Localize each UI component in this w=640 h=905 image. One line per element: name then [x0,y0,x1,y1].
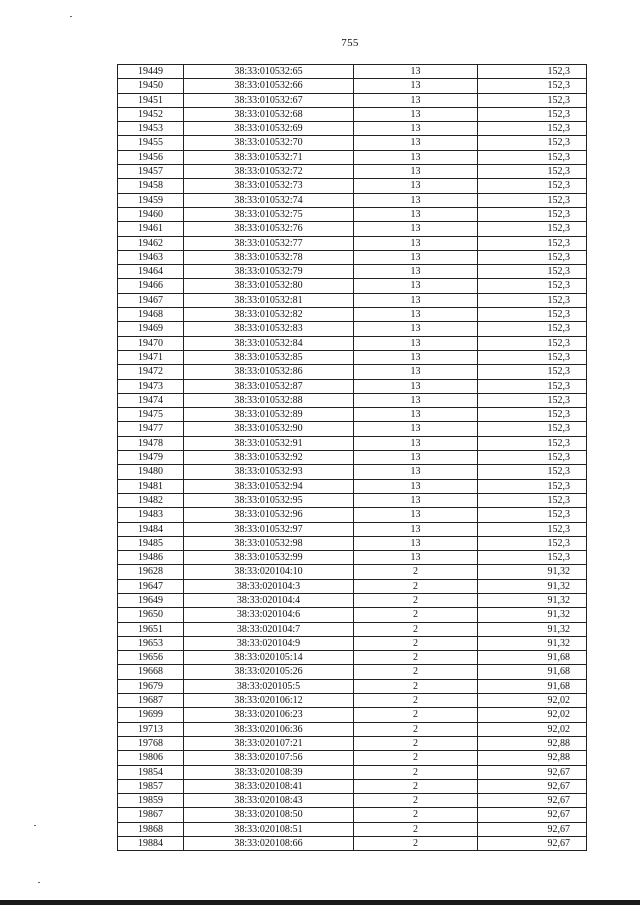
cadastral-number-cell: 38:33:020104:6 [184,608,354,622]
row-number-cell: 19485 [118,536,184,550]
row-number-cell: 19466 [118,279,184,293]
table-row [118,136,587,150]
value-cell: 152,3 [478,236,587,250]
row-number-cell: 19473 [118,379,184,393]
row-number-cell: 19471 [118,350,184,364]
row-number-cell: 19884 [118,837,184,851]
cadastral-number-cell: 38:33:010532:72 [184,165,354,179]
quantity-cell: 13 [354,536,478,550]
row-number-cell: 19456 [118,150,184,164]
table-row [118,193,587,207]
value-cell: 152,3 [478,551,587,565]
value-cell: 152,3 [478,436,587,450]
table-row [118,665,587,679]
cadastral-number-cell: 38:33:010532:76 [184,222,354,236]
row-number-cell: 19687 [118,694,184,708]
row-number-cell: 19450 [118,79,184,93]
table-row [118,565,587,579]
table-row [118,751,587,765]
value-cell: 152,3 [478,265,587,279]
quantity-cell: 13 [354,122,478,136]
table-row [118,279,587,293]
quantity-cell: 2 [354,794,478,808]
quantity-cell: 13 [354,479,478,493]
row-number-cell: 19475 [118,408,184,422]
row-number-cell: 19806 [118,751,184,765]
cadastral-number-cell: 38:33:010532:79 [184,265,354,279]
table-row [118,636,587,650]
quantity-cell: 2 [354,722,478,736]
cadastral-number-cell: 38:33:020108:39 [184,765,354,779]
row-number-cell: 19668 [118,665,184,679]
quantity-cell: 13 [354,136,478,150]
row-number-cell: 19768 [118,736,184,750]
table-row [118,837,587,851]
table-row [118,493,587,507]
table-row [118,508,587,522]
cadastral-number-cell: 38:33:020107:21 [184,736,354,750]
value-cell: 152,3 [478,322,587,336]
table-row [118,250,587,264]
table-row [118,736,587,750]
quantity-cell: 13 [354,293,478,307]
table-row [118,794,587,808]
row-number-cell: 19468 [118,308,184,322]
row-number-cell: 19451 [118,93,184,107]
quantity-cell: 2 [354,694,478,708]
cadastral-number-cell: 38:33:010532:78 [184,250,354,264]
table-row [118,107,587,121]
cadastral-number-cell: 38:33:020105:5 [184,679,354,693]
row-number-cell: 19651 [118,622,184,636]
cadastral-number-cell: 38:33:010532:66 [184,79,354,93]
table-row [118,408,587,422]
row-number-cell: 19482 [118,493,184,507]
value-cell: 152,3 [478,93,587,107]
cadastral-number-cell: 38:33:020108:43 [184,794,354,808]
value-cell: 92,67 [478,808,587,822]
table-row [118,765,587,779]
cadastral-number-cell: 38:33:010532:82 [184,308,354,322]
value-cell: 152,3 [478,122,587,136]
quantity-cell: 13 [354,436,478,450]
quantity-cell: 13 [354,508,478,522]
cadastral-number-cell: 38:33:010532:98 [184,536,354,550]
cadastral-number-cell: 38:33:010532:71 [184,150,354,164]
value-cell: 92,88 [478,736,587,750]
row-number-cell: 19649 [118,593,184,607]
quantity-cell: 13 [354,250,478,264]
table-row [118,308,587,322]
row-number-cell: 19457 [118,165,184,179]
table-row [118,779,587,793]
quantity-cell: 13 [354,465,478,479]
value-cell: 152,3 [478,207,587,221]
cadastral-number-cell: 38:33:010532:97 [184,522,354,536]
quantity-cell: 2 [354,779,478,793]
quantity-cell: 2 [354,708,478,722]
row-number-cell: 19470 [118,336,184,350]
cadastral-number-cell: 38:33:010532:83 [184,322,354,336]
value-cell: 152,3 [478,150,587,164]
row-number-cell: 19857 [118,779,184,793]
scan-speck [38,882,40,883]
value-cell: 152,3 [478,308,587,322]
value-cell: 91,32 [478,579,587,593]
table-row [118,694,587,708]
cadastral-number-cell: 38:33:010532:67 [184,93,354,107]
value-cell: 92,67 [478,837,587,851]
row-number-cell: 19854 [118,765,184,779]
row-number-cell: 19452 [118,107,184,121]
quantity-cell: 2 [354,751,478,765]
cadastral-number-cell: 38:33:010532:84 [184,336,354,350]
scan-speck [70,16,72,17]
table-row [118,808,587,822]
cadastral-number-cell: 38:33:020108:66 [184,837,354,851]
cadastral-number-cell: 38:33:020108:51 [184,822,354,836]
table-row [118,365,587,379]
value-cell: 152,3 [478,508,587,522]
table-row [118,150,587,164]
row-number-cell: 19472 [118,365,184,379]
table-row [118,322,587,336]
cadastral-number-cell: 38:33:010532:87 [184,379,354,393]
row-number-cell: 19486 [118,551,184,565]
row-number-cell: 19469 [118,322,184,336]
table-row [118,379,587,393]
cadastral-number-cell: 38:33:020104:7 [184,622,354,636]
cadastral-number-cell: 38:33:010532:69 [184,122,354,136]
quantity-cell: 13 [354,379,478,393]
row-number-cell: 19650 [118,608,184,622]
table-row [118,479,587,493]
value-cell: 92,67 [478,822,587,836]
quantity-cell: 2 [354,822,478,836]
page-number: 755 [341,37,359,49]
cadastral-number-cell: 38:33:020108:50 [184,808,354,822]
quantity-cell: 2 [354,565,478,579]
row-number-cell: 19679 [118,679,184,693]
quantity-cell: 13 [354,393,478,407]
table-row [118,608,587,622]
quantity-cell: 2 [354,651,478,665]
row-number-cell: 19467 [118,293,184,307]
cadastral-number-cell: 38:33:020105:14 [184,651,354,665]
table-row [118,708,587,722]
quantity-cell: 13 [354,207,478,221]
cadastral-number-cell: 38:33:010532:70 [184,136,354,150]
quantity-cell: 13 [354,551,478,565]
table-row [118,93,587,107]
value-cell: 152,3 [478,250,587,264]
cadastral-number-cell: 38:33:010532:80 [184,279,354,293]
value-cell: 91,32 [478,636,587,650]
row-number-cell: 19458 [118,179,184,193]
quantity-cell: 13 [354,451,478,465]
cadastral-number-cell: 38:33:010532:99 [184,551,354,565]
table-row [118,207,587,221]
table-body [118,65,587,851]
quantity-cell: 13 [354,322,478,336]
quantity-cell: 2 [354,665,478,679]
quantity-cell: 13 [354,150,478,164]
quantity-cell: 13 [354,422,478,436]
table-row [118,65,587,79]
row-number-cell: 19453 [118,122,184,136]
value-cell: 152,3 [478,465,587,479]
value-cell: 92,67 [478,794,587,808]
cadastral-number-cell: 38:33:010532:95 [184,493,354,507]
table-row [118,436,587,450]
table-row [118,651,587,665]
cadastral-number-cell: 38:33:010532:89 [184,408,354,422]
table-row [118,722,587,736]
value-cell: 91,32 [478,593,587,607]
table-row [118,336,587,350]
row-number-cell: 19449 [118,65,184,79]
row-number-cell: 19463 [118,250,184,264]
cadastral-number-cell: 38:33:010532:65 [184,65,354,79]
value-cell: 152,3 [478,422,587,436]
quantity-cell: 13 [354,408,478,422]
cadastral-number-cell: 38:33:010532:93 [184,465,354,479]
quantity-cell: 13 [354,222,478,236]
value-cell: 152,3 [478,350,587,364]
row-number-cell: 19628 [118,565,184,579]
value-cell: 152,3 [478,107,587,121]
cadastral-number-cell: 38:33:010532:81 [184,293,354,307]
quantity-cell: 13 [354,308,478,322]
table-row [118,265,587,279]
value-cell: 152,3 [478,136,587,150]
quantity-cell: 2 [354,837,478,851]
quantity-cell: 2 [354,622,478,636]
table-row [118,622,587,636]
quantity-cell: 13 [354,93,478,107]
cadastral-number-cell: 38:33:010532:92 [184,451,354,465]
value-cell: 91,32 [478,608,587,622]
table-row [118,179,587,193]
cadastral-number-cell: 38:33:020107:56 [184,751,354,765]
table-row [118,350,587,364]
value-cell: 152,3 [478,493,587,507]
value-cell: 91,68 [478,651,587,665]
row-number-cell: 19699 [118,708,184,722]
table-row [118,593,587,607]
cadastral-number-cell: 38:33:010532:96 [184,508,354,522]
quantity-cell: 13 [354,265,478,279]
cadastral-number-cell: 38:33:020108:41 [184,779,354,793]
table-row [118,393,587,407]
value-cell: 152,3 [478,479,587,493]
value-cell: 92,67 [478,779,587,793]
quantity-cell: 2 [354,579,478,593]
row-number-cell: 19867 [118,808,184,822]
value-cell: 92,02 [478,708,587,722]
value-cell: 152,3 [478,336,587,350]
cadastral-number-cell: 38:33:020104:3 [184,579,354,593]
table-row [118,236,587,250]
value-cell: 152,3 [478,536,587,550]
cadastral-number-cell: 38:33:020105:26 [184,665,354,679]
row-number-cell: 19478 [118,436,184,450]
table-row [118,122,587,136]
quantity-cell: 13 [354,493,478,507]
row-number-cell: 19859 [118,794,184,808]
table-row [118,679,587,693]
cadastral-number-cell: 38:33:020104:9 [184,636,354,650]
value-cell: 91,32 [478,622,587,636]
table-row [118,293,587,307]
row-number-cell: 19481 [118,479,184,493]
row-number-cell: 19868 [118,822,184,836]
cadastral-number-cell: 38:33:010532:68 [184,107,354,121]
cadastral-number-cell: 38:33:010532:85 [184,350,354,364]
quantity-cell: 13 [354,107,478,121]
row-number-cell: 19462 [118,236,184,250]
cadastral-number-cell: 38:33:020106:12 [184,694,354,708]
cadastral-number-cell: 38:33:020106:36 [184,722,354,736]
row-number-cell: 19656 [118,651,184,665]
cadastral-number-cell: 38:33:010532:73 [184,179,354,193]
cadastral-number-cell: 38:33:010532:91 [184,436,354,450]
value-cell: 152,3 [478,65,587,79]
value-cell: 92,67 [478,765,587,779]
quantity-cell: 13 [354,165,478,179]
quantity-cell: 13 [354,179,478,193]
table-row [118,822,587,836]
row-number-cell: 19713 [118,722,184,736]
cadastral-number-cell: 38:33:010532:90 [184,422,354,436]
quantity-cell: 13 [354,279,478,293]
table-row [118,536,587,550]
cadastral-number-cell: 38:33:010532:77 [184,236,354,250]
value-cell: 152,3 [478,365,587,379]
value-cell: 152,3 [478,222,587,236]
quantity-cell: 13 [354,79,478,93]
table-row [118,165,587,179]
table-row [118,551,587,565]
scan-edge-bar [0,900,640,905]
value-cell: 152,3 [478,379,587,393]
quantity-cell: 13 [354,365,478,379]
row-number-cell: 19653 [118,636,184,650]
data-table-container [117,64,586,851]
row-number-cell: 19647 [118,579,184,593]
row-number-cell: 19477 [118,422,184,436]
row-number-cell: 19461 [118,222,184,236]
value-cell: 152,3 [478,293,587,307]
value-cell: 92,02 [478,722,587,736]
quantity-cell: 13 [354,65,478,79]
value-cell: 92,88 [478,751,587,765]
quantity-cell: 2 [354,593,478,607]
row-number-cell: 19460 [118,207,184,221]
table-row [118,465,587,479]
quantity-cell: 2 [354,679,478,693]
table-row [118,522,587,536]
value-cell: 152,3 [478,179,587,193]
cadastral-number-cell: 38:33:010532:86 [184,365,354,379]
value-cell: 91,32 [478,565,587,579]
quantity-cell: 2 [354,636,478,650]
table-row [118,579,587,593]
quantity-cell: 2 [354,608,478,622]
row-number-cell: 19480 [118,465,184,479]
cadastral-number-cell: 38:33:010532:75 [184,207,354,221]
row-number-cell: 19479 [118,451,184,465]
value-cell: 152,3 [478,165,587,179]
cadastral-number-cell: 38:33:010532:88 [184,393,354,407]
quantity-cell: 13 [354,336,478,350]
value-cell: 152,3 [478,522,587,536]
quantity-cell: 2 [354,765,478,779]
value-cell: 91,68 [478,679,587,693]
value-cell: 152,3 [478,408,587,422]
value-cell: 91,68 [478,665,587,679]
row-number-cell: 19483 [118,508,184,522]
table-row [118,79,587,93]
row-number-cell: 19455 [118,136,184,150]
table-row [118,451,587,465]
quantity-cell: 13 [354,522,478,536]
table-row [118,222,587,236]
cadastral-number-cell: 38:33:020104:4 [184,593,354,607]
cadastral-number-cell: 38:33:020104:10 [184,565,354,579]
data-table [117,64,587,851]
value-cell: 152,3 [478,451,587,465]
cadastral-number-cell: 38:33:010532:94 [184,479,354,493]
row-number-cell: 19464 [118,265,184,279]
row-number-cell: 19484 [118,522,184,536]
cadastral-number-cell: 38:33:010532:74 [184,193,354,207]
value-cell: 152,3 [478,393,587,407]
value-cell: 152,3 [478,279,587,293]
quantity-cell: 2 [354,736,478,750]
quantity-cell: 2 [354,808,478,822]
table-row [118,422,587,436]
quantity-cell: 13 [354,236,478,250]
cadastral-number-cell: 38:33:020106:23 [184,708,354,722]
value-cell: 152,3 [478,193,587,207]
row-number-cell: 19474 [118,393,184,407]
value-cell: 152,3 [478,79,587,93]
scan-speck [34,825,36,826]
quantity-cell: 13 [354,193,478,207]
row-number-cell: 19459 [118,193,184,207]
value-cell: 92,02 [478,694,587,708]
quantity-cell: 13 [354,350,478,364]
